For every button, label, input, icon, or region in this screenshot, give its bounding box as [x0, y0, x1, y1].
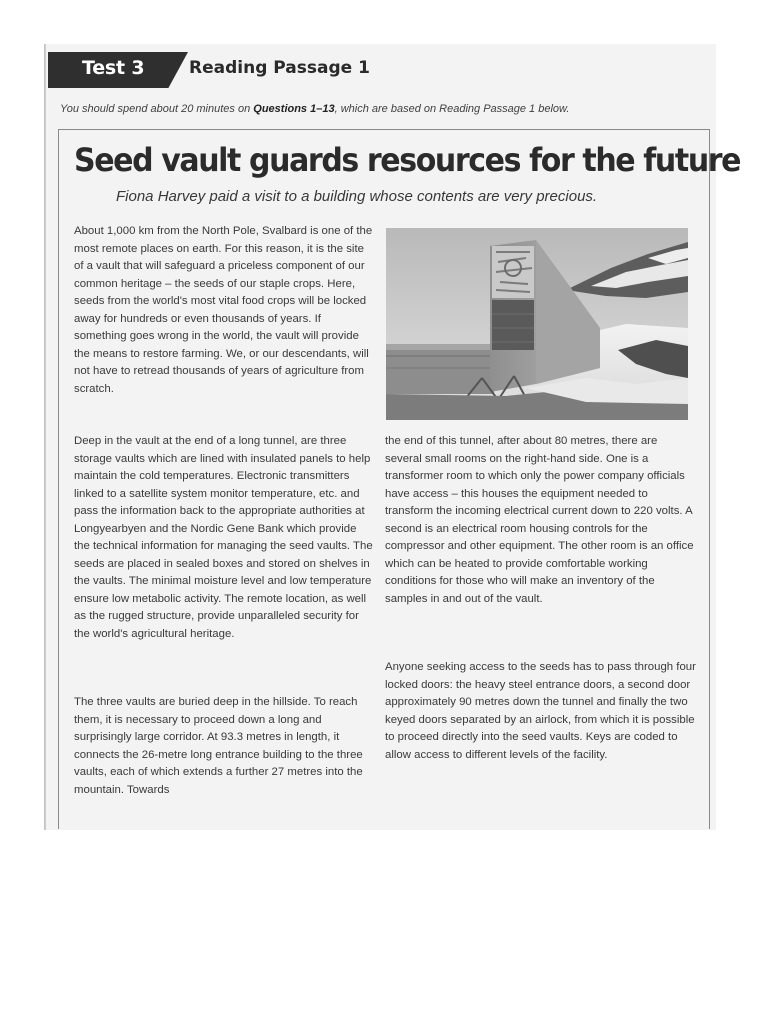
seed-vault-photo: [386, 228, 688, 420]
paragraph-1: About 1,000 km from the North Pole, Svalbard is one of the most remote places on earth. For this reason, it is the site of a vault that will safeguard a priceless component of our common heritage – the seeds of our staple crops. Here, seeds from the world's most vital food crops will be locked away for hundreds or even thousands of years. If something goes wrong in the world, the vault will provide the means to restore farming. We, or our descendants, will not have to retread thousands of years of agriculture from scratch.: [74, 225, 373, 395]
test-label: Test 3: [82, 57, 145, 79]
article-subtitle: Fiona Harvey paid a visit to a building whose contents are very precious.: [116, 188, 598, 205]
passage-label: Reading Passage 1: [189, 58, 370, 78]
instructions-text-start: You should spend about 20 minutes on: [60, 103, 254, 115]
paragraph-3: The three vaults are buried deep in the hillside. To reach them, it is necessary to proceed down a long and surprisingly large corridor. At 93.3 metres in length, it connects the 26-metre long entrance building to the three vaults, each of which extends a further 27 metres into the mountain. Towards: [74, 696, 363, 796]
paragraph-2: Deep in the vault at the end of a long tunnel, are three storage vaults which are lined with insulated panels to help maintain the cold temperatures. Electronic transmitters linked to a satellite system monitor temperature, etc. and pass the information back to the appropriate authorities at Longyearbyen and the Nordic Gene Bank which provide the technical information for managing the seed vaults. The seeds are placed in sealed boxes and stored on shelves in the vaults. The minimal moisture level and low temperature ensure low metabolic activity. The remote location, as well as the rugged structure, provide unparalleled security for the world's agricultural heritage.: [74, 435, 373, 641]
instructions-text-end: , which are based on Reading Passage 1 below.: [334, 103, 570, 115]
instructions-questions: Questions 1–13: [253, 103, 335, 115]
paragraph-5: Anyone seeking access to the seeds has to pass through four locked doors: the heavy steel entrance doors, a second door approximately 90 metres down the tunnel and finally the two keyed doors separated by an airlock, from which it is possible to proceed directly into the seed vaults. Keys are coded to allow access to different levels of the facility.: [385, 661, 696, 761]
paragraph-4: the end of this tunnel, after about 80 metres, there are several small rooms on the right-hand side. One is a transformer room to which only the power company officials have access – this houses the equipment needed to transform the incoming electrical current down to 220 volts. A second is an electrical room housing controls for the compressor and other equipment. The other room is an office which can be heated to provide comfortable working conditions for those who will make an inventory of the samples in and out of the vault.: [385, 435, 694, 605]
article-title: Seed vault guards resources for the future: [74, 142, 741, 180]
instructions: [60, 103, 569, 115]
